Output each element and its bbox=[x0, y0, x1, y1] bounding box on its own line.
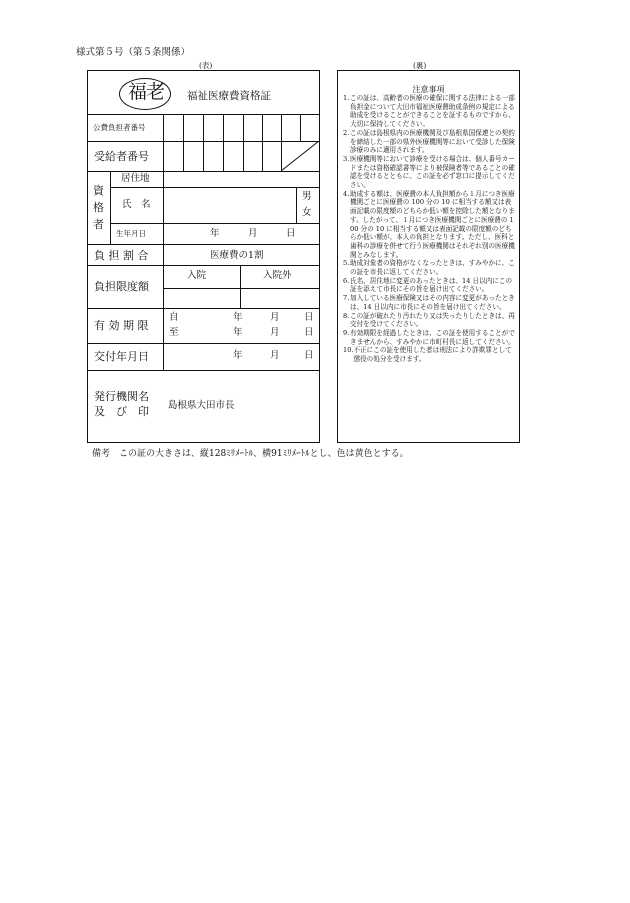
note-text: 助成する額は、医療費の本人負担額から１月につき医療機関ごとに医療費の 100 分の 10 に相当する額又は表面記載の限度額のどちらか低い額を控除した額となります。したがって、１月につき医療機関ごとに医療費の 100 分の 10 に相当する額又は表面記載の限度額のどちらか低い額が、本人の負担となります。ただし、医科と歯科の診療を併せて行う医療機関はそれぞれ別の医療機関とみなします。 bbox=[350, 189, 515, 259]
address-label: 居住地 bbox=[121, 173, 150, 184]
qualified-char-2: 格 bbox=[93, 201, 104, 214]
divider bbox=[163, 288, 319, 289]
note-item bbox=[343, 329, 517, 346]
number-cell-divider bbox=[262, 114, 263, 141]
note-item bbox=[343, 312, 517, 329]
note-text: 有効期限を経過したときは、この証を使用することができませんから、すみやかに市町村長に返してください。 bbox=[350, 328, 515, 346]
note-number: 2. bbox=[343, 128, 350, 137]
birth-month-unit: 月 bbox=[248, 228, 258, 239]
note-number: 3. bbox=[343, 154, 350, 163]
note-item bbox=[343, 277, 517, 294]
note-number: 1. bbox=[343, 94, 350, 102]
note-number: 8. bbox=[343, 311, 350, 320]
unused-cell-slash bbox=[281, 141, 319, 171]
valid-period-label: 有 効 期 限 bbox=[94, 319, 149, 332]
gender-male: 男 bbox=[302, 191, 312, 202]
divider bbox=[240, 265, 241, 308]
note-number: 5. bbox=[343, 259, 350, 268]
number-cell-divider bbox=[203, 141, 204, 171]
number-cell-divider bbox=[300, 114, 301, 141]
gender-female: 女 bbox=[302, 207, 312, 218]
note-text: 助成対象者の資格がなくなったときは、すみやかに、この証を市長に返してください。 bbox=[350, 259, 515, 277]
badge-text: 福老 bbox=[128, 81, 165, 103]
note-number: 9. bbox=[343, 328, 350, 337]
number-cell-divider bbox=[183, 141, 184, 171]
note-item bbox=[343, 259, 517, 276]
issue-date-label: 交付年月日 bbox=[94, 350, 149, 363]
issue-day-unit: 日 bbox=[304, 350, 314, 361]
note-item bbox=[343, 346, 517, 363]
note-text: 加入している医療保険又はその内容に変更があったときは、14 日以内に市長にその旨を届け出てください。 bbox=[350, 294, 515, 311]
divider bbox=[88, 171, 319, 172]
divider bbox=[296, 187, 297, 223]
divider bbox=[88, 265, 319, 266]
note-text: この証は、高齢者の医療の確保に関する法律による一部負担金について大田市福祉医療費助成条例の規定による助成を受けることができることを証するものですから、大切に保持してください。 bbox=[350, 94, 515, 129]
note-text: 不正にこの証を使用した者は刑法により詐欺罪として懲役の処分を受けます。 bbox=[353, 346, 512, 364]
divider bbox=[110, 187, 319, 188]
note-text: この証が破れたり汚れたり又は失ったりしたときは、再交付を受けてください。 bbox=[350, 311, 515, 329]
number-cell-divider bbox=[243, 141, 244, 171]
burden-ratio-value: 医療費の1割 bbox=[210, 250, 264, 261]
note-item bbox=[343, 155, 517, 190]
valid-from-month-unit: 月 bbox=[270, 312, 280, 323]
divider bbox=[88, 244, 319, 245]
number-cell-divider bbox=[223, 114, 224, 141]
note-item bbox=[343, 294, 517, 311]
issuer-value: 島根県大田市長 bbox=[168, 400, 235, 411]
note-number: 6. bbox=[343, 276, 350, 285]
note-item bbox=[343, 94, 517, 129]
recipient-number-label: 受給者番号 bbox=[94, 150, 149, 163]
birth-year-unit: 年 bbox=[210, 228, 220, 239]
valid-to-month-unit: 月 bbox=[270, 327, 280, 338]
front-side-label: (表) bbox=[199, 61, 213, 70]
number-cell-divider bbox=[203, 114, 204, 141]
number-cell-divider bbox=[262, 141, 263, 171]
notes-list bbox=[343, 94, 517, 364]
note-text: 医療機関等において診療を受ける場合は、個人番号カードまたは資格確認書等により被保険者等であることの確認を受けるとともに、この証を必ず窓口に提示してください。 bbox=[350, 154, 515, 190]
number-cell-divider bbox=[223, 141, 224, 171]
qualified-char-3: 者 bbox=[93, 218, 104, 231]
issue-year-unit: 年 bbox=[233, 350, 243, 361]
outpatient-label: 入院外 bbox=[263, 270, 292, 281]
number-cell-divider bbox=[243, 114, 244, 141]
valid-to-year-unit: 年 bbox=[233, 327, 243, 338]
issue-month-unit: 月 bbox=[270, 350, 280, 361]
valid-from-day-unit: 日 bbox=[304, 312, 314, 323]
size-remark: 備考 この証の大きさは、縦128ﾐﾘﾒｰﾄﾙ、横91ﾐﾘﾒｰﾄﾙとし、色は黄色とする。 bbox=[92, 449, 409, 459]
public-payer-number-label: 公費負担者番号 bbox=[93, 123, 146, 132]
notes-title: 注意事項 bbox=[412, 85, 445, 94]
valid-to-day-unit: 日 bbox=[304, 327, 314, 338]
divider bbox=[110, 223, 319, 224]
note-item bbox=[343, 129, 517, 155]
valid-from: 自 bbox=[169, 312, 179, 323]
issuer-label-line2: 及 び 印 bbox=[94, 405, 149, 418]
birth-date-label: 生年月日 bbox=[116, 229, 146, 238]
back-side-label: (裏) bbox=[413, 61, 427, 70]
note-item bbox=[343, 190, 517, 260]
note-number: 10. bbox=[343, 346, 354, 355]
number-cell-divider bbox=[281, 114, 282, 141]
name-label: 氏 名 bbox=[122, 199, 151, 210]
burden-ratio-label: 負 担 割 合 bbox=[94, 249, 149, 262]
divider bbox=[88, 343, 319, 344]
form-number: 様式第５号（第５条関係） bbox=[76, 47, 191, 58]
note-text: この証は島根県内の医療機関及び島根県国保連との契約を締結した一部の県外医療機関等において受診した保険診療のみに適用されます。 bbox=[350, 128, 515, 155]
number-cell-divider bbox=[183, 114, 184, 141]
note-number: 7. bbox=[343, 294, 350, 303]
divider bbox=[88, 370, 319, 371]
note-number: 4. bbox=[343, 189, 350, 198]
note-text: 氏名、居住地に変更のあったときは、14 日以内にこの証を添えて市長にその旨を届け出てください。 bbox=[350, 276, 513, 294]
card-title: 福祉医療費資格証 bbox=[187, 90, 271, 102]
divider bbox=[88, 308, 319, 309]
inpatient-label: 入院 bbox=[187, 270, 207, 281]
birth-day-unit: 日 bbox=[286, 228, 296, 239]
valid-to: 至 bbox=[169, 327, 179, 338]
burden-limit-label: 負担限度額 bbox=[94, 280, 149, 293]
divider bbox=[163, 114, 164, 370]
valid-from-year-unit: 年 bbox=[233, 312, 243, 323]
qualified-char-1: 資 bbox=[93, 184, 104, 197]
issuer-label-line1: 発行機関名 bbox=[94, 390, 149, 403]
divider bbox=[110, 171, 111, 244]
